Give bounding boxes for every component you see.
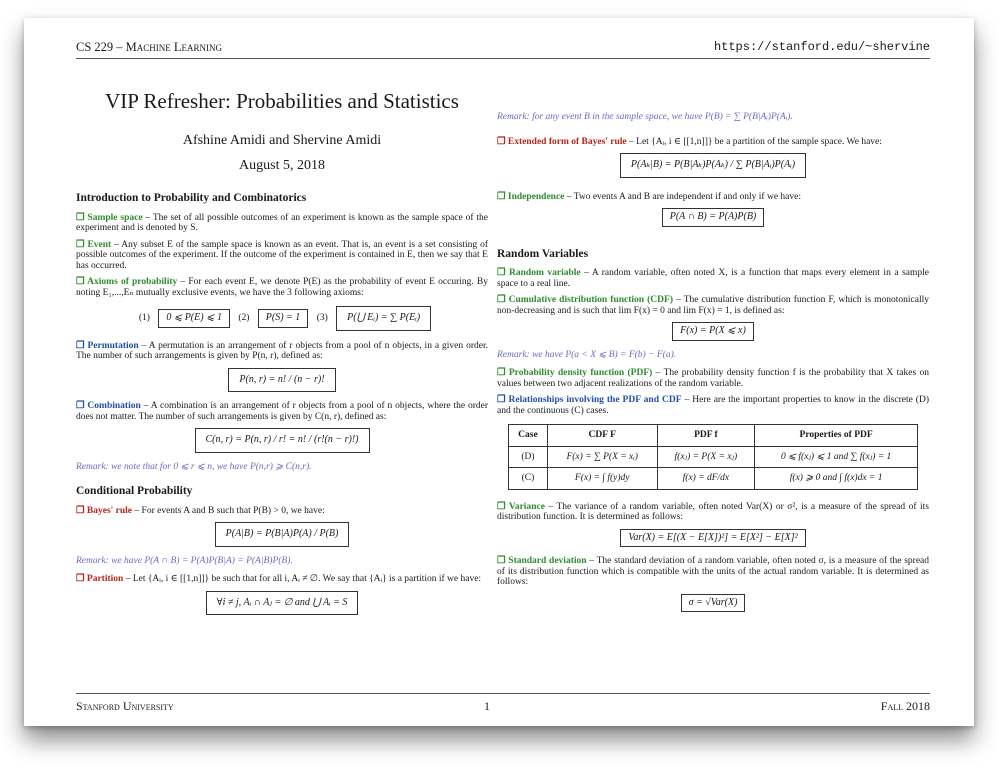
remark-total-probability: Remark: for any event B in the sample space, we have P(B) = ∑ P(B|Aᵢ)P(Aᵢ). — [497, 112, 793, 122]
term-sample-space: ❒ Sample space — [76, 212, 143, 223]
table-cell: f(x) = dF/dx — [657, 468, 755, 490]
para-variance: ❒ Variance – The variance of a random variable, often noted Var(X) or σ², is a measure of the spread of its distribution function. It is determined as follows: — [497, 501, 929, 522]
table-cell: F(x) = ∑ P(X = xᵢ) — [547, 446, 657, 468]
eq-permutation — [76, 368, 488, 393]
eq-bayes — [76, 522, 488, 547]
axiom-label-3: (3) — [316, 313, 328, 323]
doc-title: VIP Refresher: Probabilities and Statistics — [105, 89, 459, 113]
axioms-formulas — [76, 306, 488, 331]
formula-independence: P(A ∩ B) = P(A)P(B) — [662, 208, 765, 227]
header-rule — [76, 58, 930, 59]
remark-combination: Remark: we note that for 0 ⩽ r ⩽ n, we have P(n,r) ⩾ C(n,r). — [76, 461, 312, 472]
header-url[interactable]: https://stanford.edu/~shervine — [713, 40, 930, 54]
axiom-label-1: (1) — [138, 313, 150, 323]
para-extended-bayes: ❒ Extended form of Bayes' rule – Let {Aᵢ, i ∈ [[1,n]]} be a partition of the sample space. We have: — [497, 136, 882, 147]
table-cell: (D) — [509, 446, 548, 468]
section-intro-heading: Introduction to Probability and Combinatorics — [76, 192, 307, 204]
formula-extended-bayes: P(Aₖ|B) = P(B|Aₖ)P(Aₖ) / ∑ P(B|Aᵢ)P(Aᵢ) — [620, 153, 806, 178]
eq-cdf — [497, 322, 929, 341]
formula-permutation: P(n, r) = n! / (n − r)! — [228, 368, 335, 393]
pdf-cdf-table — [508, 424, 918, 490]
term-cdf: ❒ Cumulative distribution function (CDF) — [497, 295, 673, 305]
para-pdf: ❒ Probability density function (PDF) – The probability density function f is the probability that X takes on values between two adjacent realizations of the random variable. — [497, 368, 929, 389]
table-row — [509, 468, 918, 490]
term-bayes: ❒ Bayes' rule — [76, 505, 133, 516]
remark-bayes: Remark: we have P(A ∩ B) = P(A)P(B|A) = P(A|B)P(B). — [76, 555, 293, 566]
term-relationships: ❒ Relationships involving the PDF and CDF — [497, 395, 682, 405]
term-axioms: ❒ Axioms of probability — [76, 277, 178, 287]
eq-independence — [497, 208, 929, 227]
table-row — [509, 446, 918, 468]
eq-variance — [497, 529, 929, 548]
para-random-variable: ❒ Random variable – A random variable, often noted X, is a function that maps every element in a sample space to a real line. — [497, 268, 929, 289]
right-column — [497, 68, 929, 621]
header-course-name: Machine Learning — [125, 40, 223, 54]
para-axioms: ❒ Axioms of probability – For each event E, we denote P(E) as the probability of event E occuring. By noting E₁,...,Eₙ mutually exclusive events, we have the 3 following axioms: — [76, 277, 489, 298]
para-combination: ❒ Combination – A combination is an arrangement of r objects from a pool of n objects, where the order does not matter. The number of such arrangements is given by C(n, r), defined as: — [76, 401, 489, 422]
footer-rule — [76, 693, 930, 694]
para-relationships: ❒ Relationships involving the PDF and CDF – Here are the important properties to know in the discrete (D) and the continuous (C) cases. — [497, 395, 929, 416]
table-cell: f(x) ⩾ 0 and ∫ f(x)dx = 1 — [755, 468, 918, 490]
eq-partition — [76, 591, 488, 616]
formula-std: σ = √Var(X) — [681, 594, 746, 613]
para-permutation: ❒ Permutation – A permutation is an arrangement of r objects from a pool of n objects, in a given order. The number of such arrangements is given by P(n, r), defined as: — [76, 340, 488, 361]
eq-combination — [76, 428, 488, 453]
doc-date: August 5, 2018 — [239, 157, 325, 173]
para-std: ❒ Standard deviation – The standard deviation of a random variable, often noted σ, is a measure of the spread of its distribution function which is compatible with the units of the actual random variable. It is determined as follows: — [497, 556, 929, 587]
section-conditional-heading: Conditional Probability — [76, 485, 193, 497]
axiom-formula-2: P(S) = 1 — [258, 309, 309, 328]
term-combination: ❒ Combination — [76, 401, 141, 411]
eq-extended-bayes — [497, 153, 929, 178]
axiom-formula-1: 0 ⩽ P(E) ⩽ 1 — [158, 309, 230, 328]
remark-cdf: Remark: we have P(a < X ⩽ B) = F(b) − F(a). — [497, 349, 677, 360]
term-std: ❒ Standard deviation — [497, 556, 587, 566]
axiom-formula-3: P(⋃ Eᵢ) = ∑ P(Eᵢ) — [336, 306, 431, 331]
table-header-row — [509, 425, 918, 447]
table-header-cell: Case — [509, 425, 548, 447]
term-independence: ❒ Independence — [497, 191, 565, 202]
left-column — [76, 68, 488, 624]
term-partition: ❒ Partition — [76, 574, 124, 584]
term-pdf: ❒ Probability density function (PDF) — [497, 368, 653, 378]
eq-std — [497, 594, 929, 613]
table-cell: F(x) = ∫ f(y)dy — [547, 468, 657, 490]
term-event: ❒ Event — [76, 239, 112, 250]
axiom-label-2: (2) — [238, 313, 250, 323]
table-cell: 0 ⩽ f(xⱼ) ⩽ 1 and ∑ f(xⱼ) = 1 — [755, 446, 918, 468]
table-header-cell: CDF F — [547, 425, 657, 447]
section-random-variables-heading: Random Variables — [497, 247, 589, 260]
formula-variance: Var(X) = E[(X − E[X])²] = E[X²] − E[X]² — [620, 529, 805, 548]
para-sample-space: ❒ Sample space – The set of all possible outcomes of an experiment is known as the sample space of the experiment and is denoted by S. — [76, 212, 488, 233]
doc-authors: Afshine Amidi and Shervine Amidi — [182, 133, 382, 148]
term-extended-bayes: ❒ Extended form of Bayes' rule — [497, 136, 627, 147]
para-independence: ❒ Independence – Two events A and B are independent if and only if we have: — [497, 191, 801, 202]
footer-page-number: 1 — [484, 699, 490, 713]
footer-term: Fall 2018 — [880, 699, 930, 713]
term-permutation: ❒ Permutation — [76, 340, 139, 351]
header-course: CS 229 – Machine Learning — [76, 40, 223, 54]
term-random-variable: ❒ Random variable — [497, 268, 581, 278]
formula-combination: C(n, r) = P(n, r) / r! = n! / (r!(n − r)!) — [195, 428, 370, 453]
para-bayes: ❒ Bayes' rule – For events A and B such that P(B) > 0, we have: — [76, 505, 325, 516]
formula-cdf: F(x) = P(X ⩽ x) — [672, 322, 754, 341]
table-cell: f(xⱼ) = P(X = xⱼ) — [657, 446, 755, 468]
formula-bayes: P(A|B) = P(B|A)P(A) / P(B) — [215, 522, 350, 547]
footer-university: Stanford University — [76, 699, 174, 713]
table-header-cell: PDF f — [657, 425, 755, 447]
para-event: ❒ Event – Any subset E of the sample space is known as an event. That is, an event is a set consisting of possible outcomes of the experiment. If the outcome of the experiment is contained in E, then we say that E has occurred. — [76, 239, 488, 271]
table-header-cell: Properties of PDF — [755, 425, 918, 447]
page-sheet — [24, 18, 974, 726]
term-variance: ❒ Variance — [497, 501, 545, 512]
table-cell: (C) — [509, 468, 548, 490]
formula-partition: ∀i ≠ j, Aᵢ ∩ Aⱼ = ∅ and ⋃ Aᵢ = S — [206, 591, 359, 616]
para-cdf: ❒ Cumulative distribution function (CDF) – The cumulative distribution function F, which is monotonically non-decreasing and is such that lim F(x) = 0 and lim F(x) = 1, is defined as: — [497, 295, 929, 316]
para-partition: ❒ Partition – Let {Aᵢ, i ∈ [[1,n]]} be such that for all i, Aᵢ ≠ ∅. We say that {Aᵢ} is a partition if we have: — [76, 574, 482, 584]
